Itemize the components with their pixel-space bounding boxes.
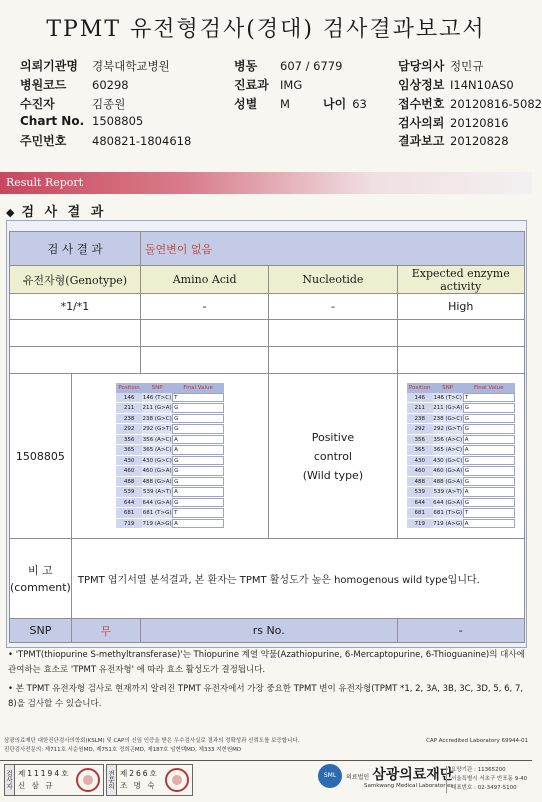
panel-cell: 292 (G>T) bbox=[142, 426, 172, 433]
diamond-icon: ◆ bbox=[6, 206, 18, 219]
final-value-field: G bbox=[172, 477, 224, 487]
panel-row bbox=[116, 508, 224, 519]
panel-cell: 211 (G>A) bbox=[433, 405, 463, 412]
panel-cell: 719 (A>G) bbox=[142, 520, 172, 527]
final-value-field: G bbox=[463, 456, 515, 466]
header-request-date: 검사의뢰 20120816 bbox=[398, 116, 509, 130]
header-age: 나이 63 bbox=[323, 97, 367, 111]
rs-label: rs No. bbox=[140, 619, 397, 643]
panel-row bbox=[116, 403, 224, 414]
cell-amino-acid: - bbox=[140, 294, 268, 320]
panel-row bbox=[407, 487, 515, 498]
sample-snp-panel bbox=[116, 383, 224, 530]
final-value-field: G bbox=[463, 498, 515, 508]
seal-icon bbox=[76, 768, 100, 792]
panel-row bbox=[116, 466, 224, 477]
empty-cell bbox=[10, 320, 141, 347]
panel-cell: 719 (A>G) bbox=[433, 520, 463, 527]
brand-name: 의료법인 삼광의료재단 bbox=[346, 767, 454, 783]
panel-row bbox=[407, 519, 515, 530]
final-value-field: G bbox=[463, 466, 515, 476]
final-value-field: G bbox=[172, 403, 224, 413]
panel-cell: 430 bbox=[116, 456, 142, 466]
panel-cell: 356 bbox=[116, 435, 142, 445]
empty-cell bbox=[269, 347, 397, 374]
panel-cell: 211 bbox=[116, 403, 142, 413]
panel-cell: 292 (G>T) bbox=[433, 426, 463, 433]
panel-cell: 292 bbox=[407, 424, 433, 434]
control-snp-panel bbox=[407, 383, 515, 530]
header-clinical-info: 임상정보 I14N10AS0 bbox=[398, 78, 514, 92]
final-value-field: T bbox=[172, 508, 224, 518]
col-nucleotide: Nucleotide bbox=[269, 266, 397, 294]
cap-accreditation: CAP Accredited Laboratory 69944-01 bbox=[426, 738, 528, 744]
final-value-field: G bbox=[463, 403, 515, 413]
panel-cell: 146 (T>C) bbox=[142, 394, 172, 401]
panel-cell: 146 (T>C) bbox=[433, 394, 462, 401]
panel-header bbox=[407, 383, 515, 393]
sample-id: 1508805 bbox=[10, 374, 72, 539]
final-value-field: A bbox=[172, 435, 224, 445]
panel-row bbox=[407, 466, 515, 477]
panel-row bbox=[116, 435, 224, 446]
panel-cell: 356 bbox=[407, 435, 433, 445]
col-enzyme-activity: Expected enzyme activity bbox=[397, 266, 525, 294]
panel-cell: 488 (G>A) bbox=[142, 478, 172, 485]
final-value-field: A bbox=[172, 487, 224, 497]
panel-cell: 238 (G>C) bbox=[142, 415, 172, 422]
panel-header-cell: Position bbox=[409, 384, 431, 391]
result-label: 검 사 결 과 bbox=[10, 232, 141, 266]
final-value-field: A bbox=[463, 445, 515, 455]
header-ward: 병동 607 / 6779 bbox=[234, 59, 343, 73]
control-label: Positive control (Wild type) bbox=[269, 374, 397, 539]
empty-cell bbox=[140, 320, 268, 347]
panel-cell: 644 bbox=[407, 498, 433, 508]
final-value-field: G bbox=[172, 466, 224, 476]
panel-cell: 488 bbox=[116, 477, 142, 487]
cell-enzyme-activity: High bbox=[397, 294, 525, 320]
empty-cell bbox=[397, 320, 525, 347]
panel-row bbox=[407, 477, 515, 488]
panel-cell: 365 (A>C) bbox=[142, 447, 172, 454]
panel-cell: 719 bbox=[116, 519, 142, 529]
snp-label: SNP bbox=[10, 619, 72, 643]
panel-row bbox=[116, 487, 224, 498]
col-amino-acid: Amino Acid bbox=[140, 266, 268, 294]
panel-header-cell: SNP bbox=[442, 384, 454, 391]
panel-header bbox=[116, 383, 224, 393]
panel-row bbox=[116, 477, 224, 488]
panel-cell: 681 (T>G) bbox=[142, 510, 172, 517]
final-value-field: T bbox=[463, 393, 515, 403]
sample-panel-cell bbox=[71, 374, 269, 539]
panel-cell: 681 bbox=[407, 508, 433, 518]
header-chart-no: Chart No. 1508805 bbox=[20, 114, 144, 128]
cell-nucleotide: - bbox=[269, 294, 397, 320]
final-value-field: G bbox=[172, 498, 224, 508]
rs-value: - bbox=[397, 619, 525, 643]
panel-cell: 644 bbox=[116, 498, 142, 508]
panel-cell: 539 bbox=[407, 487, 433, 497]
panel-cell: 681 bbox=[116, 508, 142, 518]
panel-cell: 430 (G>C) bbox=[142, 457, 172, 464]
panel-row bbox=[116, 519, 224, 530]
final-value-field: G bbox=[463, 414, 515, 424]
panel-cell: 539 bbox=[116, 487, 142, 497]
panel-row bbox=[407, 435, 515, 446]
panel-cell: 365 (A>C) bbox=[433, 447, 463, 454]
final-value-field: A bbox=[172, 519, 224, 529]
panel-cell: 238 bbox=[116, 414, 142, 424]
examiner-stamp: 검사자 제11194호 신 삼 규 bbox=[4, 764, 104, 796]
sml-logo-icon: SML bbox=[318, 764, 342, 788]
empty-cell bbox=[10, 347, 141, 374]
comment-text: TPMT 엽기서열 분석결과, 본 환자는 TPMT 활성도가 높은 homogenous wild type입니다. bbox=[71, 539, 524, 619]
empty-cell bbox=[269, 320, 397, 347]
panel-row bbox=[407, 414, 515, 425]
panel-cell: 460 (G>A) bbox=[433, 468, 463, 475]
final-value-field: A bbox=[463, 435, 515, 445]
panel-cell: 460 bbox=[116, 466, 142, 476]
panel-cell: 365 bbox=[116, 445, 142, 455]
panel-row bbox=[116, 445, 224, 456]
panel-header-cell: Position bbox=[118, 384, 140, 391]
header-sex: 성별 M bbox=[234, 97, 290, 111]
panel-row bbox=[116, 424, 224, 435]
panel-cell: 460 (G>A) bbox=[142, 468, 172, 475]
panel-cell: 146 bbox=[116, 393, 142, 403]
panel-row bbox=[407, 456, 515, 467]
panel-cell: 238 bbox=[407, 414, 433, 424]
panel-cell: 365 bbox=[407, 445, 433, 455]
panel-row bbox=[116, 456, 224, 467]
specialist-stamp: 전문의 제266호 조 명 숙 bbox=[106, 764, 193, 796]
header-patient: 수진자 김종원 bbox=[20, 97, 126, 111]
panel-cell: 430 (G>C) bbox=[433, 457, 463, 464]
panel-header-cell: SNP bbox=[151, 384, 163, 391]
panel-row bbox=[116, 414, 224, 425]
panel-cell: 356 (A>C) bbox=[142, 436, 172, 443]
final-value-field: A bbox=[463, 519, 515, 529]
note-item: • 본 TPMT 유전자형 검사로 현재까지 알려진 TPMT 유전자에서 가장 중요한 TPMT 변이 유전자형(TPMT *1, 2, 3A, 3B, 3C, 3D, 5, 6, 7, 8)을 검사할 수 있습니다. bbox=[8, 684, 524, 709]
result-table bbox=[9, 231, 525, 643]
header-receipt-no: 접수번호 20120816-5082 bbox=[398, 97, 542, 111]
seal-icon bbox=[165, 768, 189, 792]
panel-row bbox=[407, 403, 515, 414]
final-value-field: A bbox=[172, 445, 224, 455]
panel-cell: 430 bbox=[407, 456, 433, 466]
brand-name-en: Samkwang Medical Laboratories bbox=[364, 783, 454, 789]
section-title: ◆ 검 사 결 과 bbox=[6, 205, 107, 220]
final-value-field: A bbox=[463, 487, 515, 497]
panel-header-cell: Final Value bbox=[473, 384, 504, 391]
header-doctor: 담당의사 정민규 bbox=[398, 59, 484, 73]
header-department: 진료과 IMG bbox=[234, 78, 303, 92]
cell-genotype: *1/*1 bbox=[10, 294, 141, 320]
notes bbox=[8, 648, 528, 712]
panel-cell: 460 bbox=[407, 466, 433, 476]
panel-cell: 539 (A>T) bbox=[142, 489, 172, 496]
final-value-field: G bbox=[172, 424, 224, 434]
header-resident-no: 주민번호 480821-1804618 bbox=[20, 134, 192, 148]
snp-value: 무 bbox=[71, 619, 140, 643]
panel-row bbox=[407, 393, 515, 404]
panel-cell: 681 (T>G) bbox=[433, 510, 463, 517]
panel-cell: 292 bbox=[116, 424, 142, 434]
header-hospital: 의뢰기관명 경북대학교병원 bbox=[20, 59, 170, 73]
comment-label: 비 고 (comment) bbox=[10, 539, 72, 619]
panel-header-cell: Final Value bbox=[183, 384, 213, 391]
panel-row bbox=[116, 393, 224, 404]
panel-cell: 488 (G>A) bbox=[433, 478, 463, 485]
panel-cell: 644 (G>A) bbox=[142, 499, 172, 506]
panel-cell: 356 (A>C) bbox=[433, 436, 463, 443]
final-value-field: T bbox=[172, 393, 224, 403]
panel-cell: 146 bbox=[407, 393, 433, 403]
report-title: TPMT 유전형검사(경대) 검사결과보고서 bbox=[46, 17, 486, 42]
note-item: • 'TPMT(thiopurine S-methyltransferase)'는 Thiopurine 계열 약물(Azathiopurine, 6-Mercaptopurine, 6-Thioguanine)의 대사에 관여하는 효소로 'TPMT 유전자형' 에 따라 효소 활성도가 결정됩니다. bbox=[8, 650, 525, 675]
panel-cell: 488 bbox=[407, 477, 433, 487]
final-value-field: G bbox=[172, 456, 224, 466]
final-value-field: G bbox=[172, 414, 224, 424]
final-value-field: T bbox=[463, 508, 515, 518]
panel-row bbox=[407, 445, 515, 456]
panel-cell: 211 (G>A) bbox=[142, 405, 172, 412]
empty-cell bbox=[397, 347, 525, 374]
result-report-bar: Result Report bbox=[0, 172, 532, 194]
empty-cell bbox=[140, 347, 268, 374]
panel-row bbox=[407, 508, 515, 519]
panel-cell: 719 bbox=[407, 519, 433, 529]
header-hospital-code: 병원코드 60298 bbox=[20, 78, 129, 92]
panel-cell: 644 (G>A) bbox=[433, 499, 463, 506]
panel-cell: 539 (A>T) bbox=[433, 489, 462, 496]
control-panel-cell bbox=[397, 374, 525, 539]
header-report-date: 결과보고 20120828 bbox=[398, 134, 509, 148]
result-value: 돌연변이 없음 bbox=[140, 232, 524, 266]
footer-text: 삼광의료재단 대한진단검사의학회(KSLM) 및 CAP의 신임 인증을 받은 우수검사실로 결과의 정확성과 신뢰도를 보증합니다. 진단검사전문의: 제711호 서순원MD, 제751호 정희곤MD, 제187호 임현택MD, 제333 지현원MD bbox=[4, 738, 300, 753]
contact-info: 요양기관 : 11365200 서울특별시 서초구 반포동 9-40 대표번호 : 02-3497-5100 bbox=[446, 766, 532, 793]
final-value-field: G bbox=[463, 477, 515, 487]
panel-cell: 238 (G>C) bbox=[433, 415, 463, 422]
final-value-field: G bbox=[463, 424, 515, 434]
col-genotype: 유전자형(Genotype) bbox=[10, 266, 141, 294]
panel-row bbox=[407, 424, 515, 435]
panel-row bbox=[116, 498, 224, 509]
panel-row bbox=[407, 498, 515, 509]
panel-cell: 211 bbox=[407, 403, 433, 413]
